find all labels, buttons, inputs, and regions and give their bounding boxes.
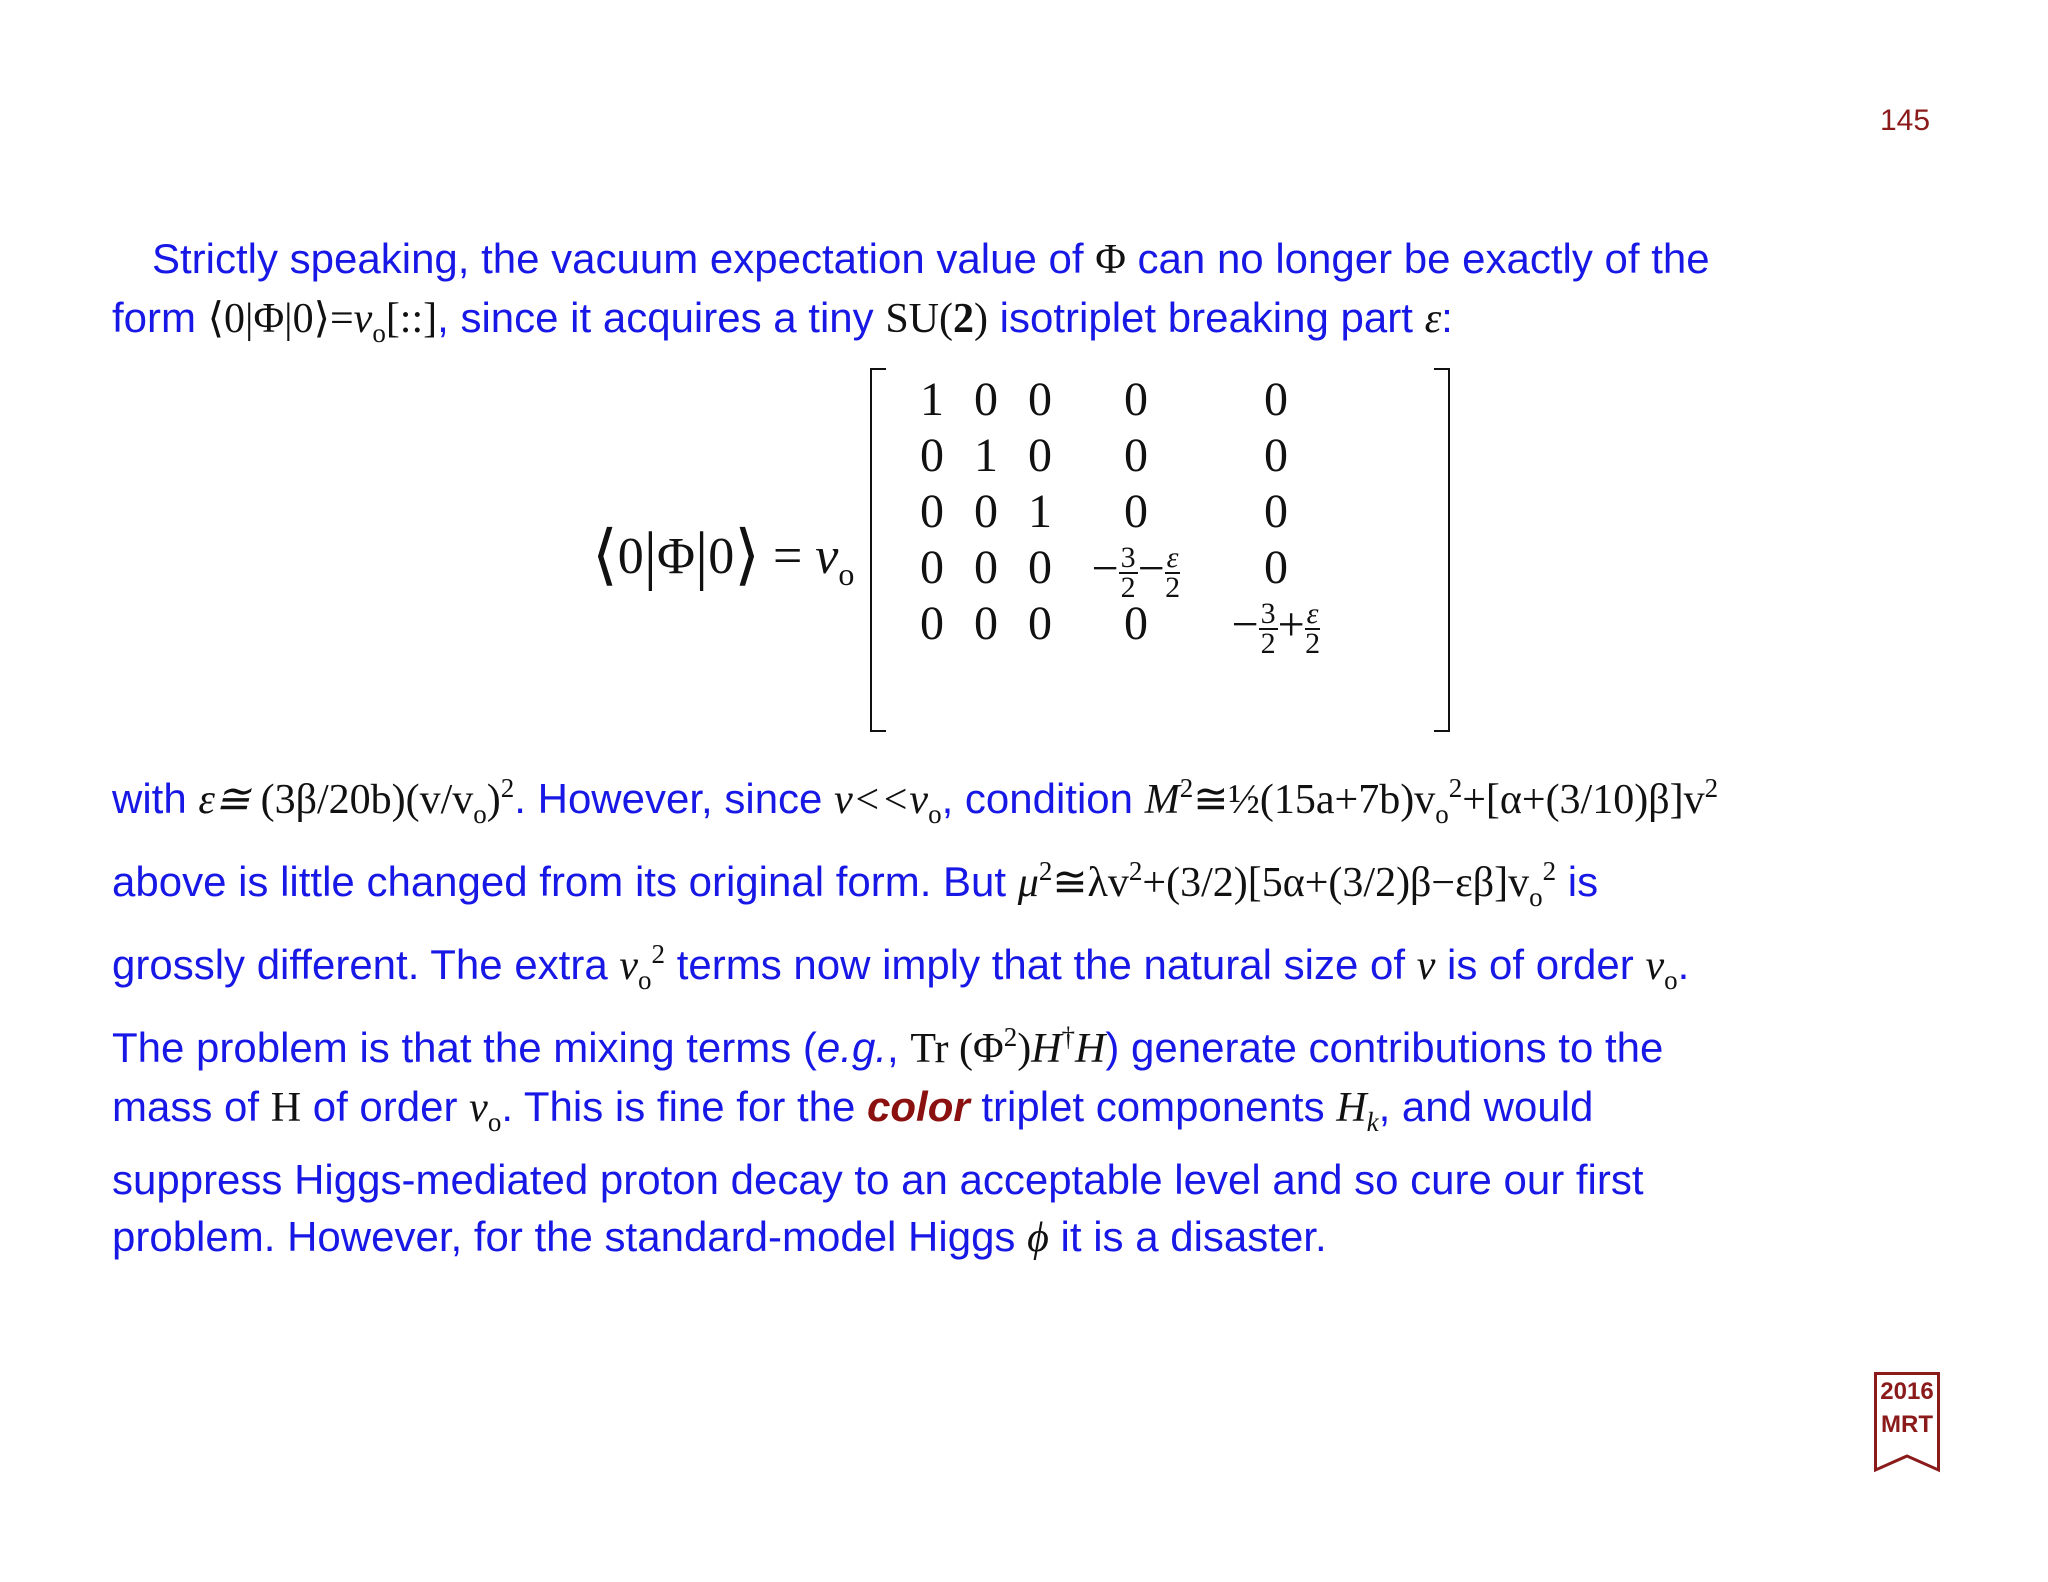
intro-line-2: form $⟨0|\Phi|0⟩=v_o[::]$, since it acquires a tiny SU(2) isotriplet breaking part ε: — [112, 294, 1453, 348]
matrix-cell-r5-c5: − $\frac{3}{2}$ + $\frac{\varepsilon}{2}$ — [1231, 597, 1321, 660]
matrix-cell-r2-c3: 0 — [1028, 429, 1052, 482]
matrix-cell-r3-c3: 1 — [1028, 485, 1052, 538]
matrix-cell-r1-c2: 0 — [974, 373, 998, 426]
body-line-3: grossly different. The extra $v_o^2$ terms now imply that the natural size of v is of order $v_o$. — [112, 939, 1690, 995]
matrix-cell-r5-c4: 0 — [1124, 597, 1148, 650]
logo-initials: MRT — [1881, 1411, 1933, 1438]
matrix-cell-r3-c5: 0 — [1264, 485, 1288, 538]
vev-matrix-equation — [592, 368, 1492, 738]
matrix-cell-r4-c1: 0 — [920, 541, 944, 594]
matrix-cell-r3-c1: 0 — [920, 485, 944, 538]
logo-year: 2016 — [1880, 1378, 1934, 1405]
matrix-right-bracket — [1434, 368, 1450, 732]
matrix-cell-r2-c1: 0 — [920, 429, 944, 482]
color-emphasis: color — [867, 1083, 970, 1130]
matrix — [870, 368, 1450, 728]
body-line-7: problem. However, for the standard-model Higgs ϕ it is a disaster. — [112, 1213, 1327, 1261]
matrix-cell-r3-c2: 0 — [974, 485, 998, 538]
equation-lhs: ⟨0|Φ|0⟩ = $v_o$ — [592, 519, 855, 592]
matrix-cell-r2-c2: 1 — [974, 429, 998, 482]
matrix-cell-r1-c5: 0 — [1264, 373, 1288, 426]
logo-ribbon-icon — [1874, 1440, 1940, 1474]
matrix-cell-r2-c5: 0 — [1264, 429, 1288, 482]
matrix-cell-r5-c2: 0 — [974, 597, 998, 650]
body-line-1: with ε≅ $(3\beta/20b)(v/v_o)^2$. However, since $v<<v_o$, condition $M^2≅\frac{1}{2}(15a+7b)v_o^2+[\alpha+(3/10)\beta]v^2$ — [112, 773, 1719, 829]
matrix-cell-r1-c1: 1 — [920, 373, 944, 426]
matrix-cell-r4-c4: − $\frac{3}{2}$ − $\frac{\varepsilon}{2}$ — [1091, 541, 1181, 604]
mrt-2016-logo — [1874, 1372, 1938, 1478]
matrix-cell-r4-c3: 0 — [1028, 541, 1052, 594]
matrix-cell-r2-c4: 0 — [1124, 429, 1148, 482]
matrix-cell-r4-c5: 0 — [1264, 541, 1288, 594]
matrix-cell-r3-c4: 0 — [1124, 485, 1148, 538]
matrix-cell-r1-c3: 0 — [1028, 373, 1052, 426]
matrix-cell-r1-c4: 0 — [1124, 373, 1148, 426]
body-line-2: above is little changed from its original form. But $\mu^2≅\lambda v^2+(3/2)[5\alpha+(3/2)\beta-\varepsilon\beta]v_o^2$ is — [112, 856, 1599, 912]
intro-line-1: Strictly speaking, the vacuum expectation value of Φ can no longer be exactly of the — [152, 235, 1710, 283]
body-paragraph — [112, 760, 1952, 1267]
body-line-4: The problem is that the mixing terms (e.g., Tr $(\Phi^2)H^\dagger H$) generate contributions to the — [112, 1022, 1664, 1072]
logo-box — [1874, 1372, 1940, 1445]
body-line-6: suppress Higgs-mediated proton decay to an acceptable level and so cure our first — [112, 1156, 1644, 1203]
matrix-cell-r5-c1: 0 — [920, 597, 944, 650]
body-line-5: mass of H of order $v_o$. This is fine for the color triplet components $H_k$, and would — [112, 1083, 1594, 1137]
intro-paragraph — [112, 230, 1952, 362]
page-number: 145 — [1880, 104, 1931, 137]
matrix-cell-r5-c3: 0 — [1028, 597, 1052, 650]
matrix-cell-r4-c2: 0 — [974, 541, 998, 594]
